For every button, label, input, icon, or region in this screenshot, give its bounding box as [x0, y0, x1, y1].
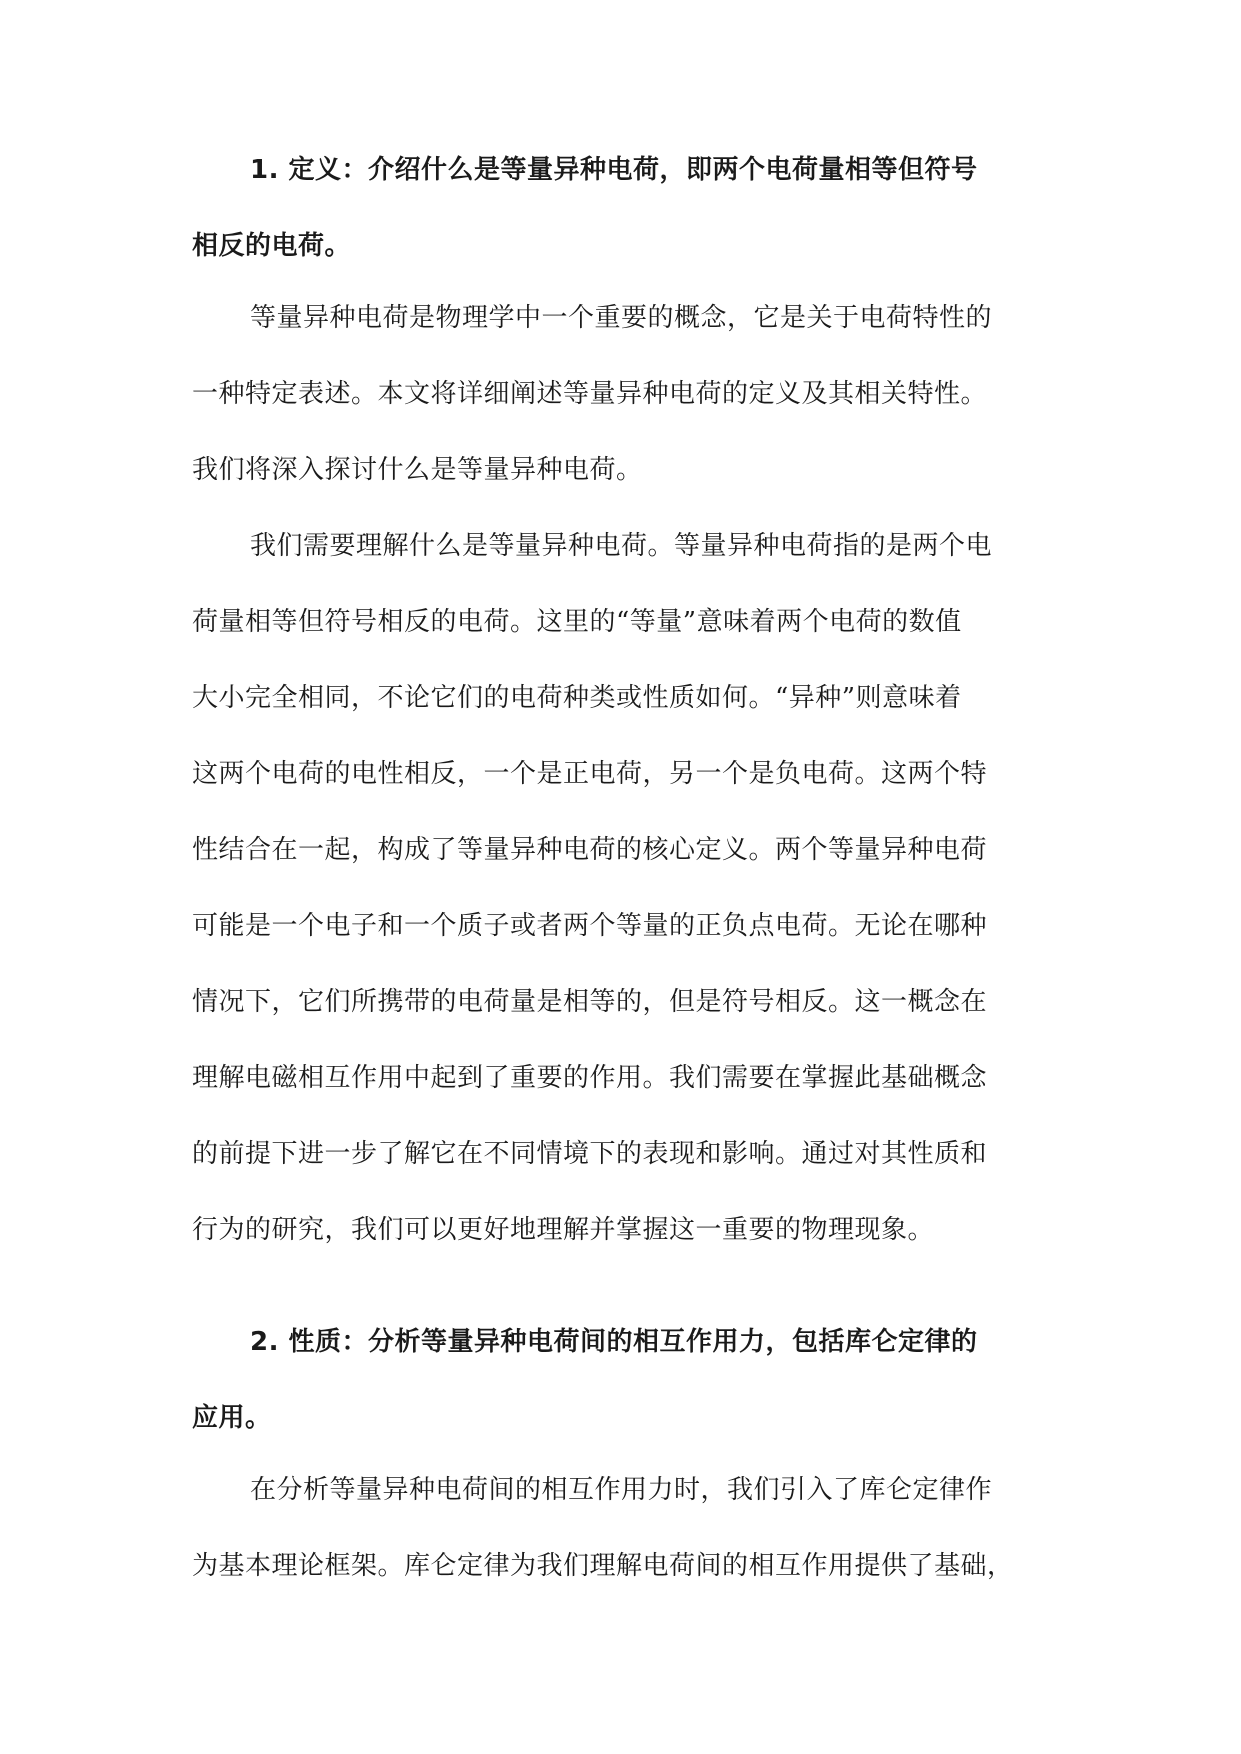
section-1-paragraph-2-line-7: 情况下，它们所携带的电荷量是相等的，但是符号相反。这一概念在 — [192, 987, 988, 1017]
section-1-heading-line-1: 1. 定义：介绍什么是等量异种电荷，即两个电荷量相等但符号 — [250, 155, 978, 185]
section-2-paragraph-1-line-1: 在分析等量异种电荷间的相互作用力时，我们引入了库仑定律作 — [250, 1475, 993, 1505]
section-1-paragraph-1-line-2: 一种特定表述。本文将详细阐述等量异种电荷的定义及其相关特性。 — [192, 379, 988, 409]
section-1-paragraph-2-line-6: 可能是一个电子和一个质子或者两个等量的正负点电荷。无论在哪种 — [192, 911, 988, 941]
section-1-paragraph-2-line-5: 性结合在一起，构成了等量异种电荷的核心定义。两个等量异种电荷 — [192, 835, 988, 865]
section-1-paragraph-2-line-3: 大小完全相同，不论它们的电荷种类或性质如何。“异种”则意味着 — [192, 683, 962, 713]
section-1-paragraph-1-line-1: 等量异种电荷是物理学中一个重要的概念，它是关于电荷特性的 — [250, 303, 993, 333]
section-2-paragraph-1-line-2: 为基本理论框架。库仑定律为我们理解电荷间的相互作用提供了基础， — [192, 1551, 1014, 1581]
section-2-heading-line-2: 应用。 — [192, 1403, 272, 1433]
section-1-paragraph-2-line-1: 我们需要理解什么是等量异种电荷。等量异种电荷指的是两个电 — [250, 531, 993, 561]
section-1-heading-line-2: 相反的电荷。 — [192, 231, 352, 261]
section-1-paragraph-2-line-8: 理解电磁相互作用中起到了重要的作用。我们需要在掌握此基础概念 — [192, 1063, 988, 1093]
section-1-paragraph-2-line-4: 这两个电荷的电性相反，一个是正电荷，另一个是负电荷。这两个特 — [192, 759, 988, 789]
section-1-paragraph-2-line-2: 荷量相等但符号相反的电荷。这里的“等量”意味着两个电荷的数值 — [192, 607, 962, 637]
section-1-paragraph-2-line-10: 行为的研究，我们可以更好地理解并掌握这一重要的物理现象。 — [192, 1215, 935, 1245]
section-2-heading-line-1: 2. 性质：分析等量异种电荷间的相互作用力，包括库仑定律的 — [250, 1327, 978, 1357]
section-1-paragraph-2-line-9: 的前提下进一步了解它在不同情境下的表现和影响。通过对其性质和 — [192, 1139, 988, 1169]
section-1-paragraph-1-line-3: 我们将深入探讨什么是等量异种电荷。 — [192, 455, 643, 485]
